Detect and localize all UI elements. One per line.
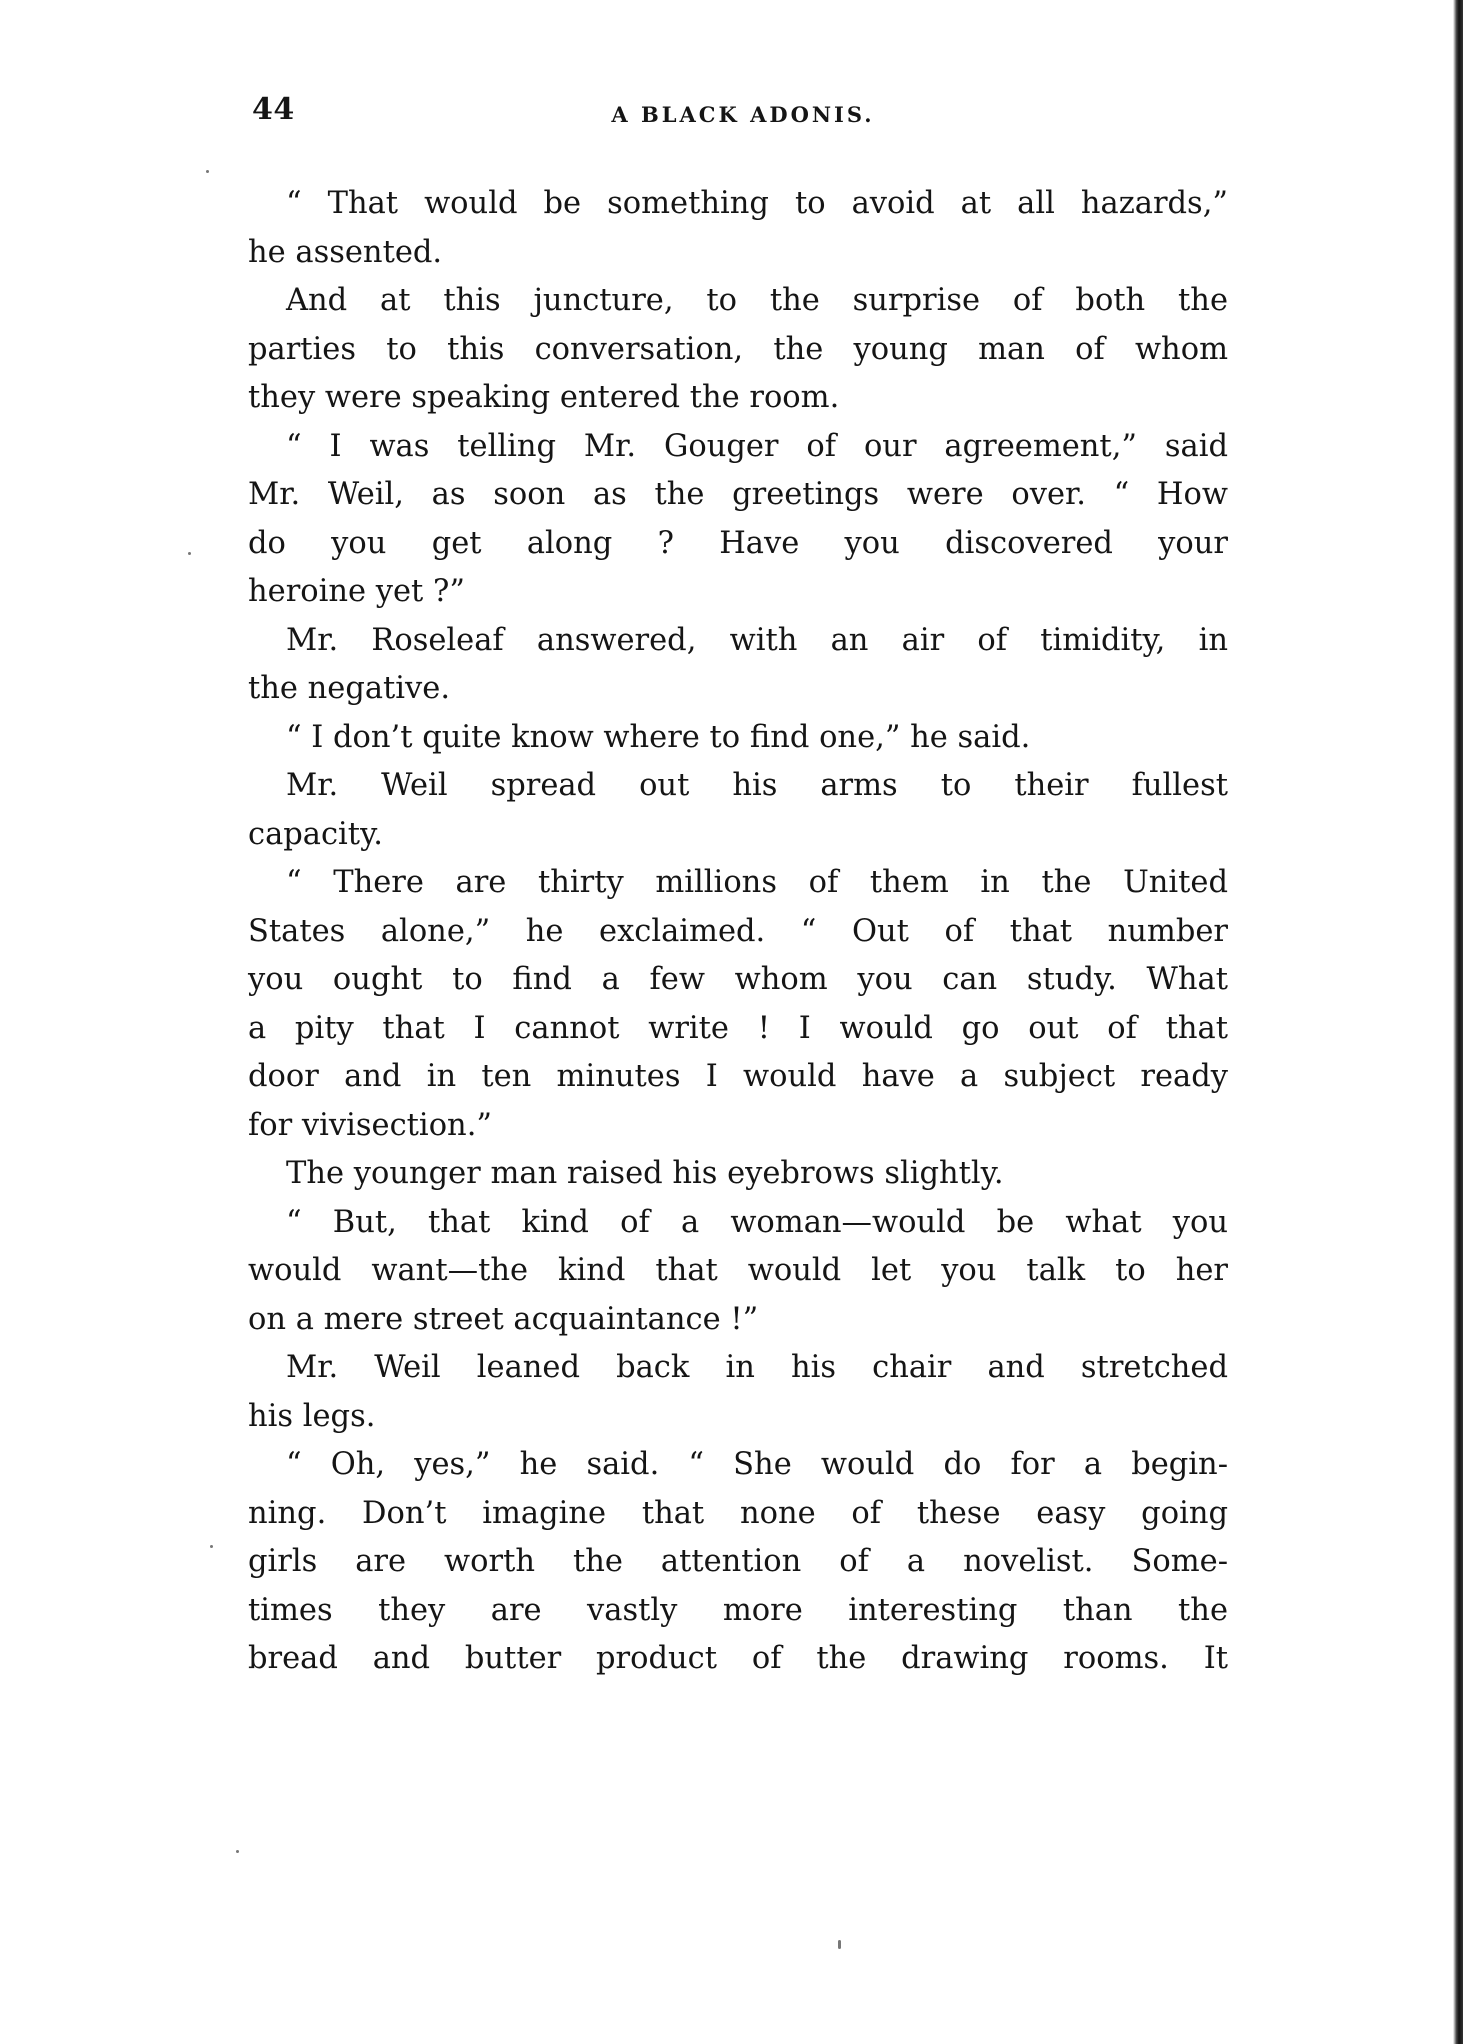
paragraph [248, 1150, 1228, 1199]
text-line: “ But, that kind of a woman—would be what you [286, 1204, 1228, 1240]
text-line: Mr. Weil spread out his arms to their fullest [286, 768, 1228, 803]
text-line: “ That would be something to avoid at all hazards,” [286, 186, 1228, 221]
text-line: Mr. Roseleaf answered, with an air of timidity, in [286, 622, 1228, 658]
text-line: do you get along ? Have you discovered your [248, 525, 1228, 561]
text-line: capacity. [248, 816, 383, 852]
ink-speck [838, 1940, 841, 1949]
text-line: girls are worth the attention of a novelist. Some- [248, 1544, 1228, 1579]
binding-edge [1453, 0, 1463, 2044]
ink-speck [188, 552, 191, 555]
page-header [248, 92, 1238, 136]
text-line: And at this juncture, to the surprise of both the [286, 283, 1228, 318]
paragraph [248, 714, 1228, 763]
text-line: “ There are thirty millions of them in the United [286, 865, 1228, 900]
text-line: would want—the kind that would let you talk to her [248, 1253, 1228, 1288]
paragraph [248, 1199, 1228, 1345]
paragraph [248, 1441, 1228, 1684]
text-line: heroine yet ?” [248, 574, 465, 609]
page-number: 44 [252, 92, 295, 127]
text-line: Mr. Weil leaned back in his chair and stretched [286, 1350, 1228, 1385]
text-line: ning. Don’t imagine that none of these easy going [248, 1495, 1228, 1531]
text-line: the negative. [248, 671, 451, 706]
paragraph [248, 1344, 1228, 1441]
paragraph [248, 762, 1228, 859]
text-line: The younger man raised his eyebrows slightly. [286, 1156, 1004, 1191]
text-line: times they are vastly more interesting than the [248, 1592, 1228, 1628]
text-line: you ought to find a few whom you can study. What [248, 962, 1228, 997]
text-line: door and in ten minutes I would have a subject ready [248, 1059, 1228, 1094]
paragraph [248, 859, 1228, 1150]
text-line: “ I was telling Mr. Gouger of our agreement,” said [286, 428, 1228, 464]
body-text [248, 180, 1228, 1684]
text-line: Mr. Weil, as soon as the greetings were over. “ How [248, 477, 1228, 512]
text-line: “ Oh, yes,” he said. “ She would do for a begin- [286, 1447, 1228, 1482]
ink-speck [236, 1850, 239, 1853]
text-line: a pity that I cannot write ! I would go out of that [248, 1010, 1228, 1046]
paragraph [248, 423, 1228, 617]
paragraph [248, 617, 1228, 714]
text-line: they were speaking entered the room. [248, 380, 840, 415]
text-line: “ I don’t quite know where to find one,” he said. [286, 719, 1031, 755]
text-line: parties to this conversation, the young man of whom [248, 331, 1228, 367]
text-line: his legs. [248, 1398, 376, 1434]
text-line: bread and butter product of the drawing rooms. It [248, 1641, 1228, 1676]
ink-speck [210, 1545, 213, 1548]
ink-speck [206, 170, 209, 173]
running-title: A BLACK ADONIS. [611, 102, 875, 127]
text-line: for vivisection.” [248, 1107, 492, 1143]
paragraph [248, 180, 1228, 277]
text-line: on a mere street acquaintance !” [248, 1301, 759, 1337]
text-line: States alone,” he exclaimed. “ Out of that number [248, 913, 1228, 949]
text-line: he assented. [248, 234, 443, 270]
paragraph [248, 277, 1228, 423]
